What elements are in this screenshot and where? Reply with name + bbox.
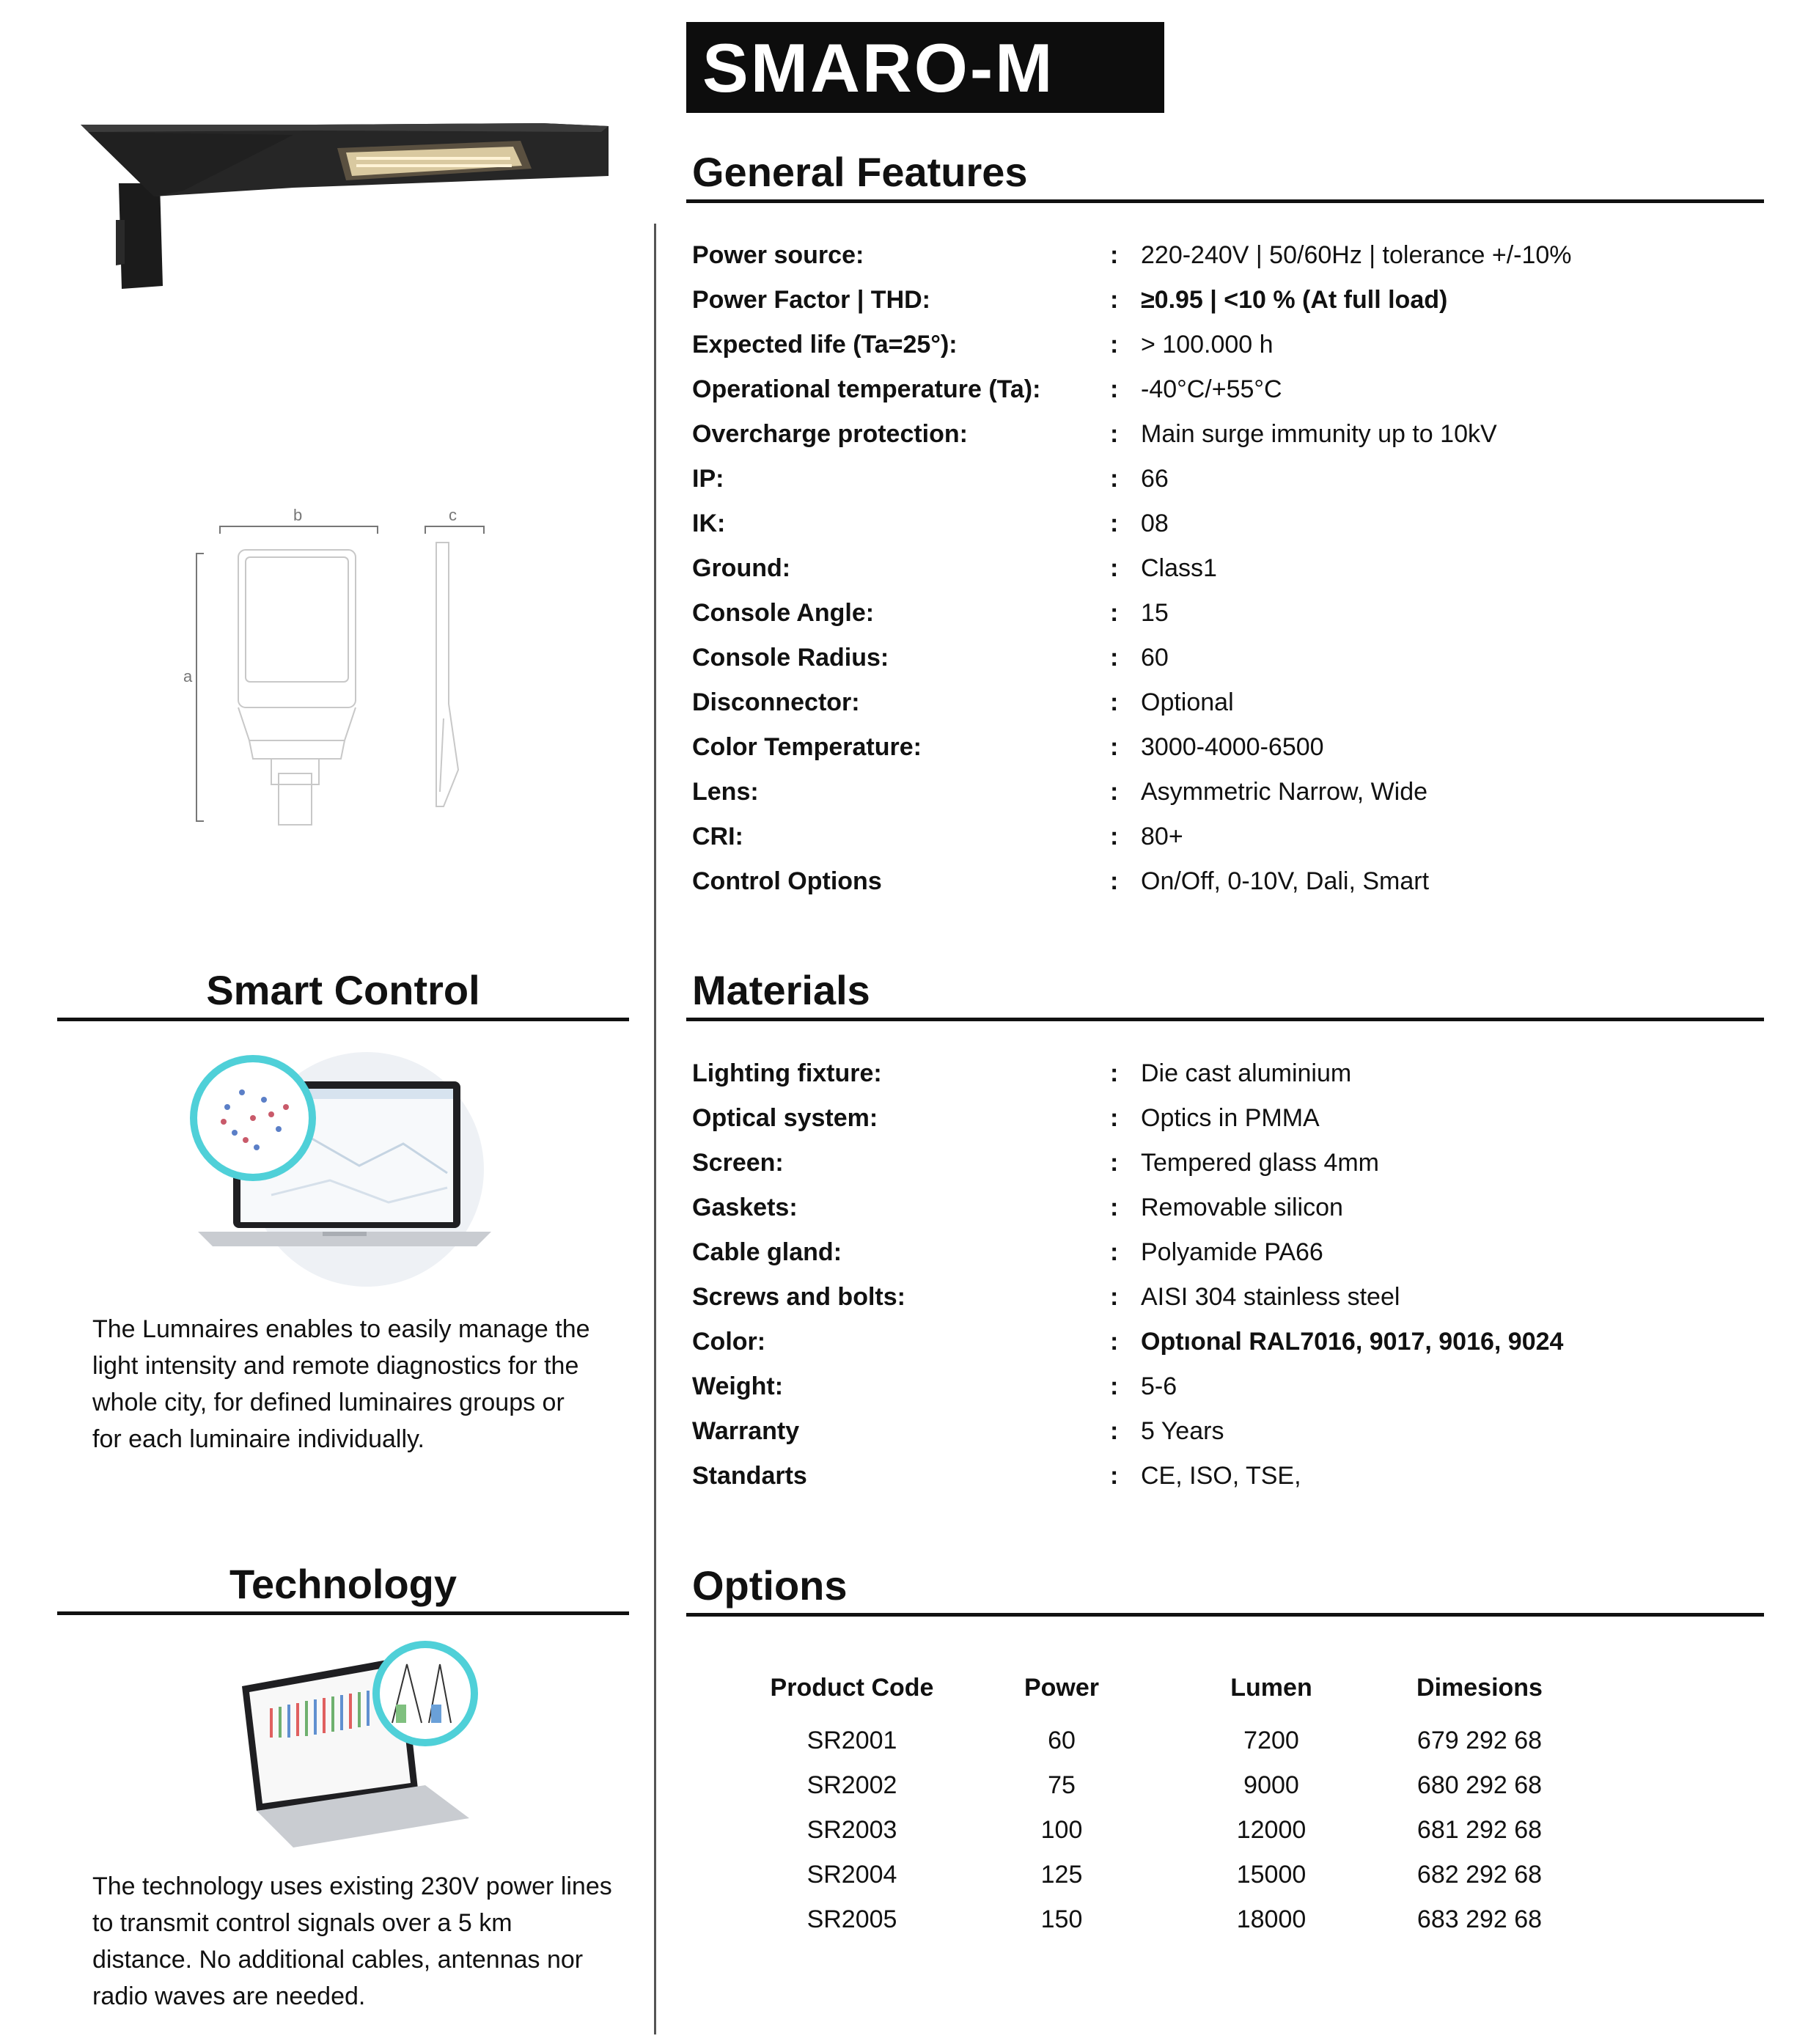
options-table-cell: 18000 <box>1236 1905 1307 1933</box>
dimension-label-b: b <box>293 506 303 524</box>
feature-value: 15 <box>1141 599 1169 627</box>
feature-label: Power Factor | THD: <box>692 286 930 314</box>
feature-value: 08 <box>1141 510 1169 537</box>
material-value: 5-6 <box>1141 1372 1177 1400</box>
technology-rule <box>57 1611 629 1615</box>
dimension-label-c: c <box>449 506 457 524</box>
material-label: Screen: <box>692 1149 784 1177</box>
material-label: Standarts <box>692 1462 807 1490</box>
feature-value: Main surge immunity up to 10kV <box>1141 420 1497 448</box>
options-table-cell: SR2002 <box>806 1771 897 1799</box>
material-label: Optical system: <box>692 1104 878 1132</box>
feature-label: IK: <box>692 510 726 537</box>
material-value: Tempered glass 4mm <box>1141 1149 1380 1177</box>
column-divider <box>654 224 656 2034</box>
smart-control-heading: Smart Control <box>206 967 480 1013</box>
material-separator: : <box>1110 1462 1119 1490</box>
options-column-header: Power <box>1024 1674 1100 1702</box>
material-label: Cable gland: <box>692 1238 842 1266</box>
options-table-cell: 150 <box>1040 1905 1083 1933</box>
options-table-cell: 75 <box>1048 1771 1076 1799</box>
feature-label: Operational temperature (Ta): <box>692 375 1041 403</box>
dimension-drawing <box>183 499 506 836</box>
material-value: Optıonal RAL7016, 9017, 9016, 9024 <box>1141 1328 1564 1356</box>
materials-rule <box>686 1018 1764 1021</box>
technology-heading: Technology <box>229 1561 457 1607</box>
options-heading: Options <box>692 1562 848 1609</box>
feature-separator: : <box>1110 778 1119 806</box>
material-label: Screws and bolts: <box>692 1283 905 1311</box>
feature-label: Expected life (Ta=25°): <box>692 331 958 359</box>
smart-control-text-line: The Lumnaires enables to easily manage the <box>92 1315 590 1343</box>
technology-text-line: to transmit control signals over a 5 km <box>92 1909 512 1937</box>
feature-label: Color Temperature: <box>692 733 922 761</box>
feature-value: -40°C/+55°C <box>1141 375 1282 403</box>
dimension-label-a: a <box>183 667 193 685</box>
options-table-cell: SR2001 <box>806 1727 897 1754</box>
options-table-cell: SR2004 <box>806 1861 897 1889</box>
feature-separator: : <box>1110 510 1119 537</box>
feature-separator: : <box>1110 599 1119 627</box>
material-value: AISI 304 stainless steel <box>1141 1283 1400 1311</box>
options-table-cell: SR2003 <box>806 1816 897 1844</box>
feature-value: 220-240V | 50/60Hz | tolerance +/-10% <box>1141 241 1572 269</box>
technology-text-line: The technology uses existing 230V power lines <box>92 1872 612 1900</box>
feature-label: IP: <box>692 465 724 493</box>
feature-label: Console Angle: <box>692 599 875 627</box>
feature-label: CRI: <box>692 823 743 850</box>
feature-separator: : <box>1110 241 1119 269</box>
material-separator: : <box>1110 1238 1119 1266</box>
options-table-cell: 60 <box>1048 1727 1076 1754</box>
options-rule <box>686 1613 1764 1617</box>
feature-value: Optional <box>1141 688 1234 716</box>
options-table-cell: 681 292 68 <box>1416 1816 1543 1844</box>
options-table-cell: 12000 <box>1236 1816 1307 1844</box>
feature-separator: : <box>1110 286 1119 314</box>
feature-label: Console Radius: <box>692 644 889 672</box>
feature-value: 60 <box>1141 644 1169 672</box>
material-separator: : <box>1110 1059 1119 1087</box>
material-label: Warranty <box>692 1417 800 1445</box>
material-label: Lighting fixture: <box>692 1059 882 1087</box>
options-table-cell: 125 <box>1040 1861 1083 1889</box>
feature-value: On/Off, 0-10V, Dali, Smart <box>1141 867 1430 895</box>
options-table-cell: 7200 <box>1243 1727 1299 1754</box>
material-value: 5 Years <box>1141 1417 1224 1445</box>
options-table-cell: 9000 <box>1243 1771 1299 1799</box>
feature-value: Asymmetric Narrow, Wide <box>1141 778 1428 806</box>
material-separator: : <box>1110 1194 1119 1221</box>
smart-control-rule <box>57 1018 629 1021</box>
feature-separator: : <box>1110 331 1119 359</box>
luminaire-photo <box>73 110 616 301</box>
feature-value: 3000-4000-6500 <box>1141 733 1324 761</box>
feature-separator: : <box>1110 465 1119 493</box>
smart-control-text-line: whole city, for defined luminaires groups or <box>92 1389 565 1416</box>
options-column-header: Dimesions <box>1416 1674 1543 1702</box>
options-column-header: Product Code <box>770 1674 934 1702</box>
technology-laptop-image <box>227 1635 491 1855</box>
general-features-rule <box>686 199 1764 203</box>
options-table-cell: 679 292 68 <box>1416 1727 1543 1754</box>
feature-separator: : <box>1110 420 1119 448</box>
material-value: Polyamide PA66 <box>1141 1238 1323 1266</box>
material-separator: : <box>1110 1328 1119 1356</box>
options-table-cell: 100 <box>1040 1816 1083 1844</box>
material-label: Gaskets: <box>692 1194 798 1221</box>
feature-value: ≥0.95 | <10 % (At full load) <box>1141 286 1448 314</box>
material-separator: : <box>1110 1372 1119 1400</box>
technology-text-line: radio waves are needed. <box>92 1982 366 2010</box>
feature-value: Class1 <box>1141 554 1217 582</box>
material-value: Optics in PMMA <box>1141 1104 1320 1132</box>
feature-separator: : <box>1110 733 1119 761</box>
product-title: SMARO-M <box>702 29 1055 106</box>
material-separator: : <box>1110 1283 1119 1311</box>
feature-value: 80+ <box>1141 823 1183 850</box>
feature-separator: : <box>1110 867 1119 895</box>
options-table-cell: 15000 <box>1236 1861 1307 1889</box>
feature-separator: : <box>1110 823 1119 850</box>
options-table-cell: 683 292 68 <box>1416 1905 1543 1933</box>
materials-heading: Materials <box>692 967 870 1013</box>
general-features-heading: General Features <box>692 149 1028 195</box>
feature-label: Ground: <box>692 554 791 582</box>
feature-label: Power source: <box>692 241 864 269</box>
material-label: Weight: <box>692 1372 784 1400</box>
options-table-cell: 682 292 68 <box>1416 1861 1543 1889</box>
material-value: CE, ISO, TSE, <box>1141 1462 1301 1490</box>
material-separator: : <box>1110 1104 1119 1132</box>
feature-value: 66 <box>1141 465 1169 493</box>
feature-separator: : <box>1110 644 1119 672</box>
material-separator: : <box>1110 1417 1119 1445</box>
feature-value: > 100.000 h <box>1141 331 1274 359</box>
material-value: Die cast aluminium <box>1141 1059 1352 1087</box>
smart-control-text-line: for each luminaire individually. <box>92 1425 425 1453</box>
technology-text-line: distance. No additional cables, antennas nor <box>92 1946 584 1974</box>
smart-control-laptop-image <box>183 1048 491 1290</box>
options-table-cell: SR2005 <box>806 1905 897 1933</box>
feature-label: Disconnector: <box>692 688 860 716</box>
material-label: Color: <box>692 1328 766 1356</box>
feature-separator: : <box>1110 375 1119 403</box>
feature-label: Lens: <box>692 778 759 806</box>
material-separator: : <box>1110 1149 1119 1177</box>
material-value: Removable silicon <box>1141 1194 1343 1221</box>
feature-label: Overcharge protection: <box>692 420 968 448</box>
feature-separator: : <box>1110 554 1119 582</box>
options-table-cell: 680 292 68 <box>1416 1771 1543 1799</box>
smart-control-text-line: light intensity and remote diagnostics for the <box>92 1352 579 1380</box>
feature-label: Control Options <box>692 867 882 895</box>
options-column-header: Lumen <box>1230 1674 1312 1702</box>
feature-separator: : <box>1110 688 1119 716</box>
